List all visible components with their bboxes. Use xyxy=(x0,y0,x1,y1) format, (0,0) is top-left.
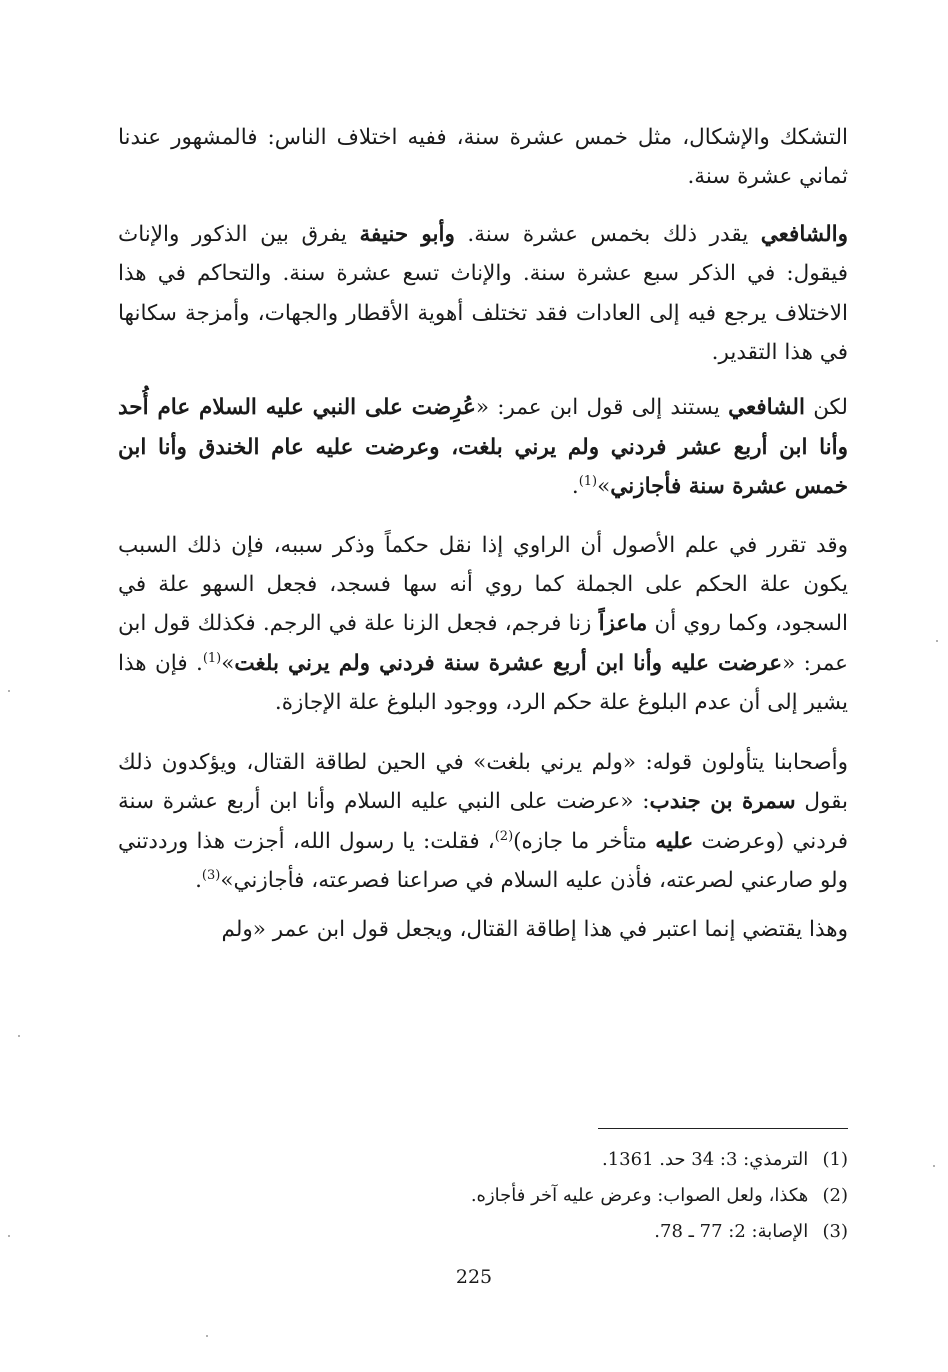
scan-speck xyxy=(933,1165,935,1167)
text: يفرق بين الذكور والإناث فيقول: في الذكر سبع عشرة سنة. والإناث تسع عشرة سنة. والتحاكم في هذا الاختلاف يرجع فيه إلى العادات فقد تختلف أهوية الأقطار والجهات، وأمزجة سكانها في هذا التقدير. xyxy=(118,221,848,366)
footnotes xyxy=(248,1142,848,1250)
footnote-ref[interactable]: (3) xyxy=(201,867,221,883)
scan-speck xyxy=(18,1035,20,1037)
paragraph-2 xyxy=(118,215,848,373)
text: زنا فرجم، فجعل الزنا علة في الرجم. فكذلك قول ابن عمر: « xyxy=(118,611,848,676)
scan-speck xyxy=(936,640,938,642)
text: ، فقلت: يا رسول الله، أجزت هذا ورددتني ولو صارعني لصرعته، فأذن عليه السلام في صراعنا فصرعته، فأجازني» xyxy=(118,828,848,893)
bold-text: ماعزاً xyxy=(598,611,648,637)
footnote-number: (2) xyxy=(822,1185,848,1206)
footnote-item xyxy=(248,1214,848,1250)
text: وقد تقرر في علم الأصول أن الراوي إذا نقل حكماً وذكر سببه، فإن ذلك السبب يكون علة الحكم على الجملة كما روي أنه سها فسجد، فجعل السهو علة في السجود، وكما روي أن xyxy=(118,532,848,637)
text: » xyxy=(597,474,611,500)
footnote-item xyxy=(248,1142,848,1178)
scan-speck xyxy=(8,690,10,692)
bold-quote: عُرِضت على النبي عليه السلام عام أُحد وأنا ابن أربع عشر فردني ولم يرني بلغت، وعرضت عليه عام الخندق وأنا ابن خمس عشرة سنة فأجازني xyxy=(118,395,848,500)
text: . xyxy=(195,867,202,893)
text: » xyxy=(221,650,235,676)
paragraph-6 xyxy=(118,910,848,949)
text: التشكك والإشكال، مثل خمس عشرة سنة، ففيه اختلاف الناس: فالمشهور عندنا ثماني عشرة سنة. xyxy=(118,125,848,190)
footnote-separator xyxy=(598,1128,848,1129)
footnote-text: هكذا، ولعل الصواب: وعرض عليه آخر فأجازه. xyxy=(470,1185,809,1206)
footnote-text: الترمذي: 3: 34 حد. 1361. xyxy=(601,1149,809,1170)
footnote-number: (3) xyxy=(822,1221,848,1242)
bold-text: عليه xyxy=(655,828,694,854)
text: وأصحابنا يتأولون قوله: «ولم يرني بلغت» في الحين لطاقة القتال، ويؤكدون ذلك بقول xyxy=(118,749,848,815)
paragraph-3 xyxy=(118,388,848,506)
page-body xyxy=(118,118,848,950)
text: . فإن هذا يشير إلى أن عدم البلوغ علة حكم الرد، ووجود البلوغ علة الإجازة. xyxy=(118,650,848,716)
page-number: 225 xyxy=(455,1266,493,1288)
text: يقدر ذلك بخمس عشرة سنة. xyxy=(454,221,761,247)
footnote-number: (1) xyxy=(822,1149,848,1170)
footnote-ref[interactable]: (1) xyxy=(202,650,222,666)
bold-text: الشافعي xyxy=(728,395,805,421)
footnote-ref[interactable]: (2) xyxy=(494,828,514,844)
text: وهذا يقتضي إنما اعتبر في هذا إطاقة القتال، ويجعل قول ابن عمر «ولم xyxy=(221,917,848,943)
paragraph-5 xyxy=(118,743,848,901)
text: يستند إلى قول ابن عمر: « xyxy=(475,395,729,421)
bold-text: سمرة بن جندب xyxy=(649,789,796,815)
footnote-item xyxy=(248,1178,848,1214)
paragraph-4 xyxy=(118,526,848,723)
bold-text: والشافعي xyxy=(760,221,848,247)
scan-speck xyxy=(8,1235,10,1237)
text: لكن xyxy=(804,395,848,421)
paragraph-1 xyxy=(118,118,848,197)
footnote-ref[interactable]: (1) xyxy=(578,474,598,490)
bold-text: وأبو حنيفة xyxy=(359,221,455,247)
bold-quote: عرضت عليه وأنا ابن أربع عشرة سنة فردني ولم يرني بلغت xyxy=(234,650,783,676)
scan-speck xyxy=(206,1335,208,1337)
text: متأخر ما جازه) xyxy=(513,828,656,854)
footnote-text: الإصابة: 2: 77 ـ 78. xyxy=(654,1221,809,1242)
text: : «عرضت على النبي عليه السلام وأنا ابن أربع عشرة سنة فردني (وعرضت xyxy=(118,789,848,854)
text: . xyxy=(571,474,579,500)
